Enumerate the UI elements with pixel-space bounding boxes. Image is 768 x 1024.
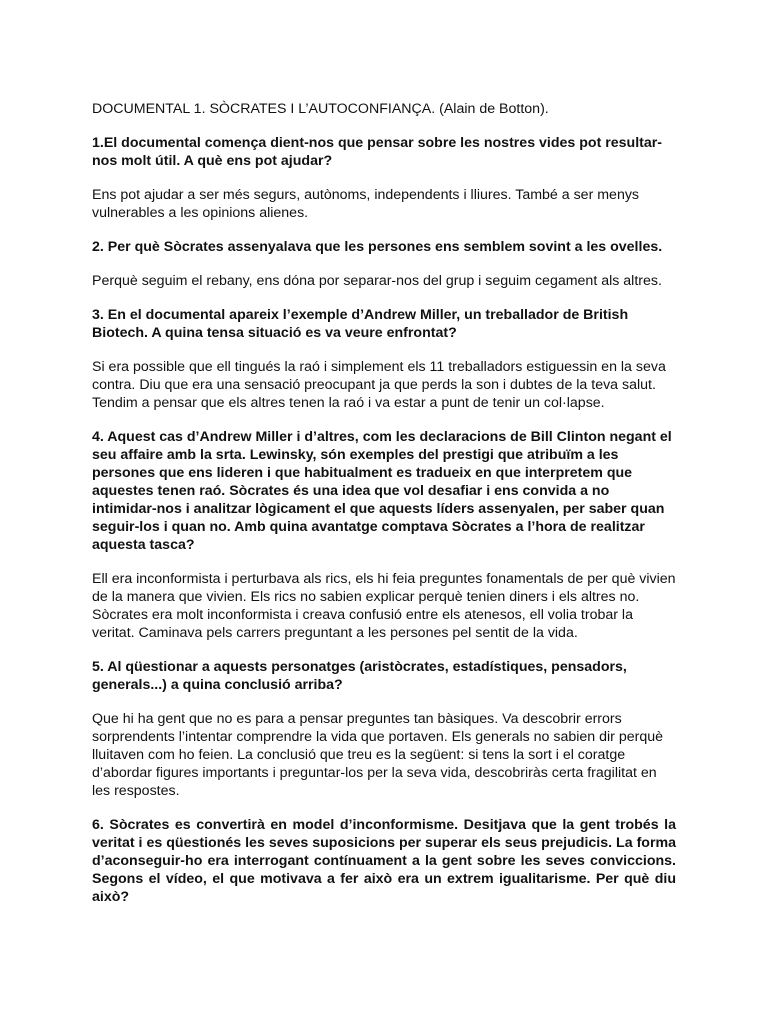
question-6: 6. Sòcrates es convertirà en model d’inconformisme. Desitjava que la gent trobés la veritat i es qüestionés les seves suposicions per superar els seus prejudicis. La forma d’aconseguir-ho era interrogant contínuament a la gent sobre les seves conviccions. Segons el vídeo, el que motivava a fer això era un extrem igualitarisme. Per què diu això? <box>92 817 676 905</box>
question-2: 2. Per què Sòcrates assenyalava que les persones ens semblem sovint a les ovelles. <box>92 239 663 255</box>
question-5: 5. Al qüestionar a aquests personatges (aristòcrates, estadístiques, pensadors, generals...) a quina conclusió arriba? <box>92 659 627 693</box>
question-1: 1.El documental comença dient-nos que pensar sobre les nostres vides pot resultar-nos molt útil. A què ens pot ajudar? <box>92 135 663 169</box>
answer-3: Si era possible que ell tingués la raó i simplement els 11 treballadors estiguessin en la seva contra. Diu que era una sensació preocupant ja que perds la son i dubtes de la teva salut. Tendim a pensar que els altres tenen la raó i va estar a punt de tenir un col·lapse. <box>92 359 666 411</box>
answer-1: Ens pot ajudar a ser més segurs, autònoms, independents i lliures. També a ser menys vulnerables a les opinions alienes. <box>92 187 640 221</box>
answer-5: Que hi ha gent que no es para a pensar preguntes tan bàsiques. Va descobrir errors sorprendents l’intentar comprendre la vida que portaven. Els generals no sabien dir perquè lluitaven com ho feien. La conclusió que treu es la següent: si tens la sort i el coratge d’abordar figures importants i preguntar-los per la seva vida, descobriràs certa fragilitat en les respostes. <box>92 711 663 799</box>
answer-4: Ell era inconformista i perturbava als rics, els hi feia preguntes fonamentals de per què vivien de la manera que vivien. Els rics no sabien explicar perquè tenien diners i els altres no. Sòcrates era molt inconformista i creava confusió entre els atenesos, ell volia trobar la veritat. Caminava pels carrers preguntant a les persones pel sentit de la vida. <box>92 571 676 641</box>
answer-2: Perquè seguim el rebany, ens dóna por separar-nos del grup i seguim cegament als altres. <box>92 273 662 289</box>
document-page <box>92 100 676 922</box>
document-title: DOCUMENTAL 1. SÒCRATES I L’AUTOCONFIANÇA. (Alain de Botton). <box>92 101 549 117</box>
question-3: 3. En el documental apareix l’exemple d’Andrew Miller, un treballador de British Biotech. A quina tensa situació es va veure enfrontat? <box>92 307 629 341</box>
question-4: 4. Aquest cas d’Andrew Miller i d’altres, com les declaracions de Bill Clinton negant el seu affaire amb la srta. Lewinsky, són exemples del prestigi que atribuïm a les persones que ens lideren i que habitualment es tradueix en que interpretem que aquestes tenen raó. Sòcrates és una idea que vol desafiar i ens convida a no intimidar-nos i analitzar lògicament el que aquests líders assenyalen, per saber quan seguir-los i quan no. Amb quina avantatge comptava Sòcrates a l’hora de realitzar aquesta tasca? <box>92 429 672 553</box>
